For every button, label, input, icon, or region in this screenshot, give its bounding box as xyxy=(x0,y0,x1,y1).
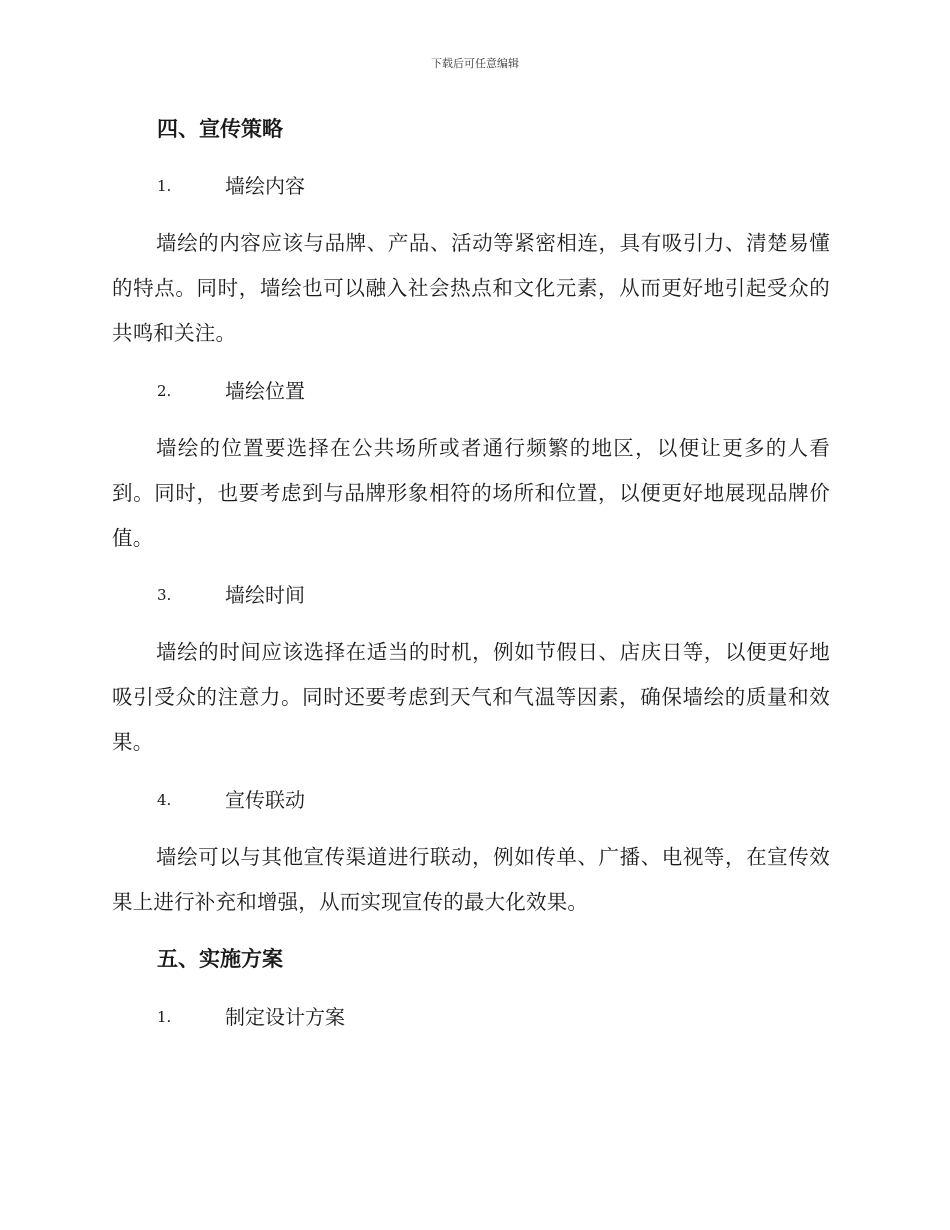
item-label: 墙绘位置 xyxy=(225,379,305,403)
section-4-item-1 xyxy=(157,171,305,201)
section-4-item-4 xyxy=(157,785,305,815)
item-number: 1. xyxy=(157,177,172,195)
item-label: 宣传联动 xyxy=(225,788,305,812)
paragraph-mural-location: 墙绘的位置要选择在公共场所或者通行频繁的地区，以便让更多的人看到。同时，也要考虑到与品牌形象相符的场所和位置，以便更好地展现品牌价值。 xyxy=(112,436,830,550)
item-number: 1. xyxy=(157,1008,172,1026)
page-header: 下载后可任意编辑 xyxy=(431,57,519,70)
item-number: 3. xyxy=(157,586,172,604)
item-label: 墙绘内容 xyxy=(225,174,305,198)
item-number: 4. xyxy=(157,791,172,809)
paragraph-mural-content: 墙绘的内容应该与品牌、产品、活动等紧密相连，具有吸引力、清楚易懂的特点。同时，墙绘也可以融入社会热点和文化元素，从而更好地引起受众的共鸣和关注。 xyxy=(112,231,830,345)
item-number: 2. xyxy=(157,382,172,400)
section-5-heading: 五、实施方案 xyxy=(157,947,283,971)
section-4-item-3 xyxy=(157,580,305,610)
section-4-item-2 xyxy=(157,376,305,406)
item-label: 制定设计方案 xyxy=(225,1005,345,1029)
section-5-item-1 xyxy=(157,1002,345,1032)
item-label: 墙绘时间 xyxy=(225,583,305,607)
paragraph-promotion-linkage: 墙绘可以与其他宣传渠道进行联动，例如传单、广播、电视等，在宣传效果上进行补充和增强，从而实现宣传的最大化效果。 xyxy=(112,845,830,914)
section-4-heading: 四、宣传策略 xyxy=(157,117,283,141)
paragraph-mural-timing: 墙绘的时间应该选择在适当的时机，例如节假日、店庆日等，以便更好地吸引受众的注意力。同时还要考虑到天气和气温等因素，确保墙绘的质量和效果。 xyxy=(112,640,830,754)
